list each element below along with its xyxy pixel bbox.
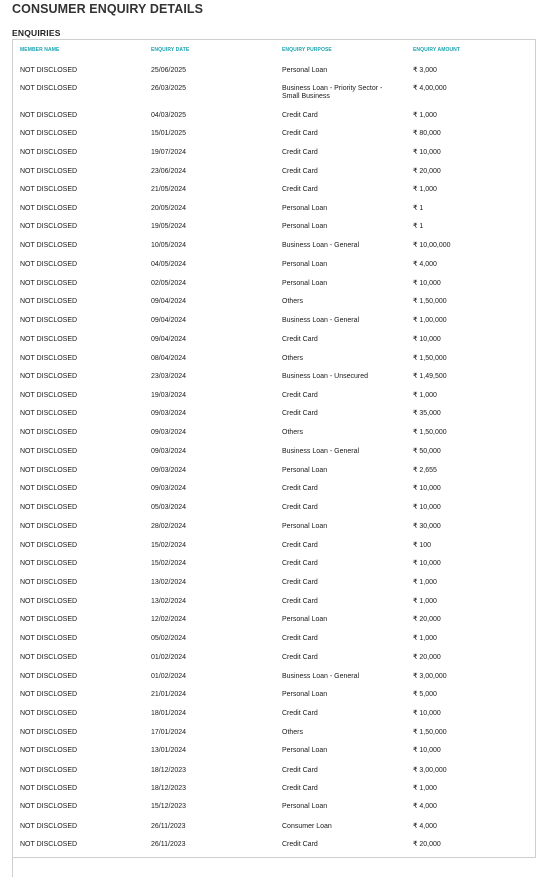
enquiry-purpose-cell: Personal Loan [282,261,328,268]
enquiry-date-cell: 15/02/2024 [151,560,187,567]
enquiry-amount-cell: ₹ 1,000 [413,186,437,193]
member-name-cell: NOT DISCLOSED [20,560,78,567]
enquiry-purpose-cell: Business Loan - Priority Sector - Small Business [282,85,383,100]
enquiry-purpose-cell: Credit Card [282,710,318,717]
member-name-cell: NOT DISCLOSED [20,654,78,661]
member-name-cell: NOT DISCLOSED [20,149,78,156]
enquiry-date-cell: 09/04/2024 [151,336,187,343]
enquiry-purpose-cell: Credit Card [282,485,318,492]
enquiry-date-cell: 26/11/2023 [151,823,186,830]
member-name-cell: NOT DISCLOSED [20,373,78,380]
enquiry-date-cell: 23/03/2024 [151,373,187,380]
member-name-cell: NOT DISCLOSED [20,710,78,717]
enquiry-purpose-cell: Personal Loan [282,205,328,212]
enquiry-purpose-cell: Personal Loan [282,223,328,230]
enquiry-date-cell: 01/02/2024 [151,673,187,680]
enquiry-date-cell: 15/12/2023 [151,803,187,810]
enquiry-purpose-cell: Credit Card [282,635,318,642]
enquiry-purpose-cell: Personal Loan [282,803,328,810]
section-title: ENQUIRIES [12,28,61,38]
enquiry-amount-cell: ₹ 1 [413,223,424,230]
enquiry-date-cell: 05/03/2024 [151,504,187,511]
enquiry-date-cell: 13/02/2024 [151,598,187,605]
enquiry-date-cell: 23/06/2024 [151,168,187,175]
member-name-cell: NOT DISCLOSED [20,298,78,305]
table-edge [12,857,13,877]
enquiry-date-cell: 09/04/2024 [151,298,187,305]
enquiry-purpose-cell: Others [282,298,304,305]
enquiry-amount-cell: ₹ 1,000 [413,598,437,605]
enquiry-date-cell: 15/02/2024 [151,542,187,549]
member-name-cell: NOT DISCLOSED [20,223,78,230]
enquiry-purpose-cell: Credit Card [282,186,318,193]
member-name-cell: NOT DISCLOSED [20,785,78,792]
enquiry-amount-cell: ₹ 20,000 [413,616,441,623]
page-title: CONSUMER ENQUIRY DETAILS [12,2,204,16]
enquiry-purpose-cell: Personal Loan [282,467,328,474]
header-member-name: MEMBER NAME [20,47,60,53]
enquiry-amount-cell: ₹ 1,50,000 [413,729,447,736]
enquiry-amount-cell: ₹ 3,00,000 [413,673,447,680]
enquiry-date-cell: 13/01/2024 [151,747,187,754]
enquiry-amount-cell: ₹ 20,000 [413,841,441,848]
member-name-cell: NOT DISCLOSED [20,168,78,175]
enquiry-amount-cell: ₹ 10,000 [413,336,441,343]
member-name-cell: NOT DISCLOSED [20,205,78,212]
member-name-cell: NOT DISCLOSED [20,410,78,417]
member-name-cell: NOT DISCLOSED [20,673,78,680]
enquiry-amount-cell: ₹ 10,000 [413,504,441,511]
enquiry-purpose-cell: Others [282,429,304,436]
enquiry-amount-cell: ₹ 4,000 [413,803,437,810]
enquiry-amount-cell: ₹ 4,00,000 [413,85,447,92]
enquiry-purpose-cell: Personal Loan [282,67,328,74]
enquiry-date-cell: 04/03/2025 [151,112,187,119]
enquiry-purpose-cell: Credit Card [282,598,318,605]
enquiry-date-cell: 25/06/2025 [151,67,187,74]
member-name-cell: NOT DISCLOSED [20,85,78,92]
enquiry-amount-cell: ₹ 1,50,000 [413,429,447,436]
enquiry-amount-cell: ₹ 4,000 [413,261,437,268]
enquiries-table [12,39,536,858]
enquiry-amount-cell: ₹ 1,00,000 [413,317,447,324]
enquiry-purpose-cell: Others [282,355,304,362]
enquiry-amount-cell: ₹ 2,655 [413,467,437,474]
enquiry-amount-cell: ₹ 10,000 [413,280,441,287]
enquiry-date-cell: 09/03/2024 [151,485,187,492]
enquiry-purpose-cell: Personal Loan [282,616,328,623]
enquiry-purpose-cell: Personal Loan [282,691,328,698]
member-name-cell: NOT DISCLOSED [20,767,78,774]
member-name-cell: NOT DISCLOSED [20,130,78,137]
member-name-cell: NOT DISCLOSED [20,823,78,830]
enquiry-date-cell: 17/01/2024 [151,729,187,736]
enquiry-amount-cell: ₹ 1,000 [413,112,437,119]
member-name-cell: NOT DISCLOSED [20,523,78,530]
enquiry-date-cell: 01/02/2024 [151,654,187,661]
enquiry-purpose-cell: Business Loan - Unsecured [282,373,368,380]
member-name-cell: NOT DISCLOSED [20,729,78,736]
enquiry-amount-cell: ₹ 1,50,000 [413,298,447,305]
enquiry-amount-cell: ₹ 10,000 [413,560,441,567]
enquiry-date-cell: 15/01/2025 [151,130,187,137]
enquiry-amount-cell: ₹ 5,000 [413,691,437,698]
enquiry-date-cell: 09/04/2024 [151,317,187,324]
enquiry-amount-cell: ₹ 1,000 [413,785,437,792]
enquiry-date-cell: 13/02/2024 [151,579,187,586]
member-name-cell: NOT DISCLOSED [20,317,78,324]
enquiry-date-cell: 18/01/2024 [151,710,187,717]
enquiry-amount-cell: ₹ 10,00,000 [413,242,451,249]
enquiry-date-cell: 26/03/2025 [151,85,187,92]
enquiry-date-cell: 02/05/2024 [151,280,187,287]
member-name-cell: NOT DISCLOSED [20,336,78,343]
enquiry-amount-cell: ₹ 1,49,500 [413,373,447,380]
enquiry-amount-cell: ₹ 1 [413,205,424,212]
member-name-cell: NOT DISCLOSED [20,467,78,474]
header-enquiry-date: ENQUIRY DATE [151,47,190,53]
member-name-cell: NOT DISCLOSED [20,598,78,605]
enquiry-amount-cell: ₹ 10,000 [413,747,441,754]
enquiry-purpose-cell: Credit Card [282,767,318,774]
enquiry-purpose-cell: Credit Card [282,392,318,399]
enquiry-purpose-cell: Credit Card [282,579,318,586]
member-name-cell: NOT DISCLOSED [20,841,78,848]
enquiry-amount-cell: ₹ 20,000 [413,168,441,175]
enquiry-date-cell: 05/02/2024 [151,635,187,642]
enquiry-purpose-cell: Credit Card [282,112,318,119]
member-name-cell: NOT DISCLOSED [20,186,78,193]
member-name-cell: NOT DISCLOSED [20,616,78,623]
enquiry-amount-cell: ₹ 3,000 [413,67,437,74]
enquiry-purpose-cell: Credit Card [282,336,318,343]
enquiry-date-cell: 09/03/2024 [151,467,187,474]
enquiry-date-cell: 18/12/2023 [151,767,187,774]
enquiry-purpose-cell: Credit Card [282,130,318,137]
member-name-cell: NOT DISCLOSED [20,803,78,810]
member-name-cell: NOT DISCLOSED [20,747,78,754]
enquiry-purpose-cell: Credit Card [282,542,318,549]
enquiry-date-cell: 28/02/2024 [151,523,187,530]
enquiry-date-cell: 09/03/2024 [151,410,187,417]
member-name-cell: NOT DISCLOSED [20,261,78,268]
enquiry-purpose-cell: Others [282,729,304,736]
enquiry-date-cell: 09/03/2024 [151,429,187,436]
enquiry-date-cell: 18/12/2023 [151,785,187,792]
enquiry-amount-cell: ₹ 50,000 [413,448,441,455]
enquiry-purpose-cell: Consumer Loan [282,823,332,830]
enquiry-purpose-cell: Credit Card [282,504,318,511]
member-name-cell: NOT DISCLOSED [20,691,78,698]
member-name-cell: NOT DISCLOSED [20,579,78,586]
enquiry-purpose-cell: Personal Loan [282,523,328,530]
enquiry-amount-cell: ₹ 20,000 [413,654,441,661]
member-name-cell: NOT DISCLOSED [20,504,78,511]
enquiry-purpose-cell: Business Loan - General [282,242,360,249]
enquiry-purpose-cell: Credit Card [282,654,318,661]
enquiry-purpose-cell: Business Loan - General [282,448,360,455]
member-name-cell: NOT DISCLOSED [20,429,78,436]
enquiry-purpose-cell: Credit Card [282,841,318,848]
enquiry-amount-cell: ₹ 10,000 [413,485,441,492]
enquiry-amount-cell: ₹ 100 [413,542,432,549]
header-enquiry-purpose: ENQUIRY PURPOSE [282,47,332,53]
enquiry-date-cell: 19/05/2024 [151,223,187,230]
member-name-cell: NOT DISCLOSED [20,355,78,362]
enquiry-date-cell: 09/03/2024 [151,448,187,455]
enquiry-amount-cell: ₹ 3,00,000 [413,767,447,774]
member-name-cell: NOT DISCLOSED [20,542,78,549]
enquiry-amount-cell: ₹ 1,000 [413,392,437,399]
table-header [13,40,535,60]
enquiry-date-cell: 21/01/2024 [151,691,187,698]
enquiry-date-cell: 10/05/2024 [151,242,187,249]
enquiry-purpose-cell: Business Loan - General [282,317,360,324]
member-name-cell: NOT DISCLOSED [20,67,78,74]
enquiry-purpose-cell: Personal Loan [282,747,328,754]
enquiry-amount-cell: ₹ 10,000 [413,710,441,717]
enquiry-date-cell: 20/05/2024 [151,205,187,212]
member-name-cell: NOT DISCLOSED [20,448,78,455]
enquiry-date-cell: 04/05/2024 [151,261,187,268]
enquiry-purpose-cell: Business Loan - General [282,673,360,680]
enquiry-purpose-cell: Credit Card [282,149,318,156]
enquiry-purpose-cell: Credit Card [282,560,318,567]
enquiry-date-cell: 21/05/2024 [151,186,187,193]
header-enquiry-amount: ENQUIRY AMOUNT [413,47,461,53]
enquiry-amount-cell: ₹ 35,000 [413,410,441,417]
enquiry-purpose-cell: Personal Loan [282,280,328,287]
enquiry-amount-cell: ₹ 1,50,000 [413,355,447,362]
member-name-cell: NOT DISCLOSED [20,392,78,399]
member-name-cell: NOT DISCLOSED [20,280,78,287]
enquiry-date-cell: 19/07/2024 [151,149,187,156]
enquiry-purpose-cell: Credit Card [282,168,318,175]
enquiry-amount-cell: ₹ 1,000 [413,635,437,642]
member-name-cell: NOT DISCLOSED [20,112,78,119]
enquiry-purpose-cell: Credit Card [282,785,318,792]
enquiry-amount-cell: ₹ 4,000 [413,823,437,830]
enquiry-amount-cell: ₹ 10,000 [413,149,441,156]
enquiry-amount-cell: ₹ 30,000 [413,523,441,530]
enquiry-date-cell: 26/11/2023 [151,841,186,848]
member-name-cell: NOT DISCLOSED [20,485,78,492]
enquiry-date-cell: 08/04/2024 [151,355,187,362]
enquiry-amount-cell: ₹ 80,000 [413,130,441,137]
member-name-cell: NOT DISCLOSED [20,242,78,249]
enquiry-date-cell: 19/03/2024 [151,392,187,399]
enquiry-amount-cell: ₹ 1,000 [413,579,437,586]
enquiry-purpose-cell: Credit Card [282,410,318,417]
member-name-cell: NOT DISCLOSED [20,635,78,642]
enquiry-date-cell: 12/02/2024 [151,616,187,623]
